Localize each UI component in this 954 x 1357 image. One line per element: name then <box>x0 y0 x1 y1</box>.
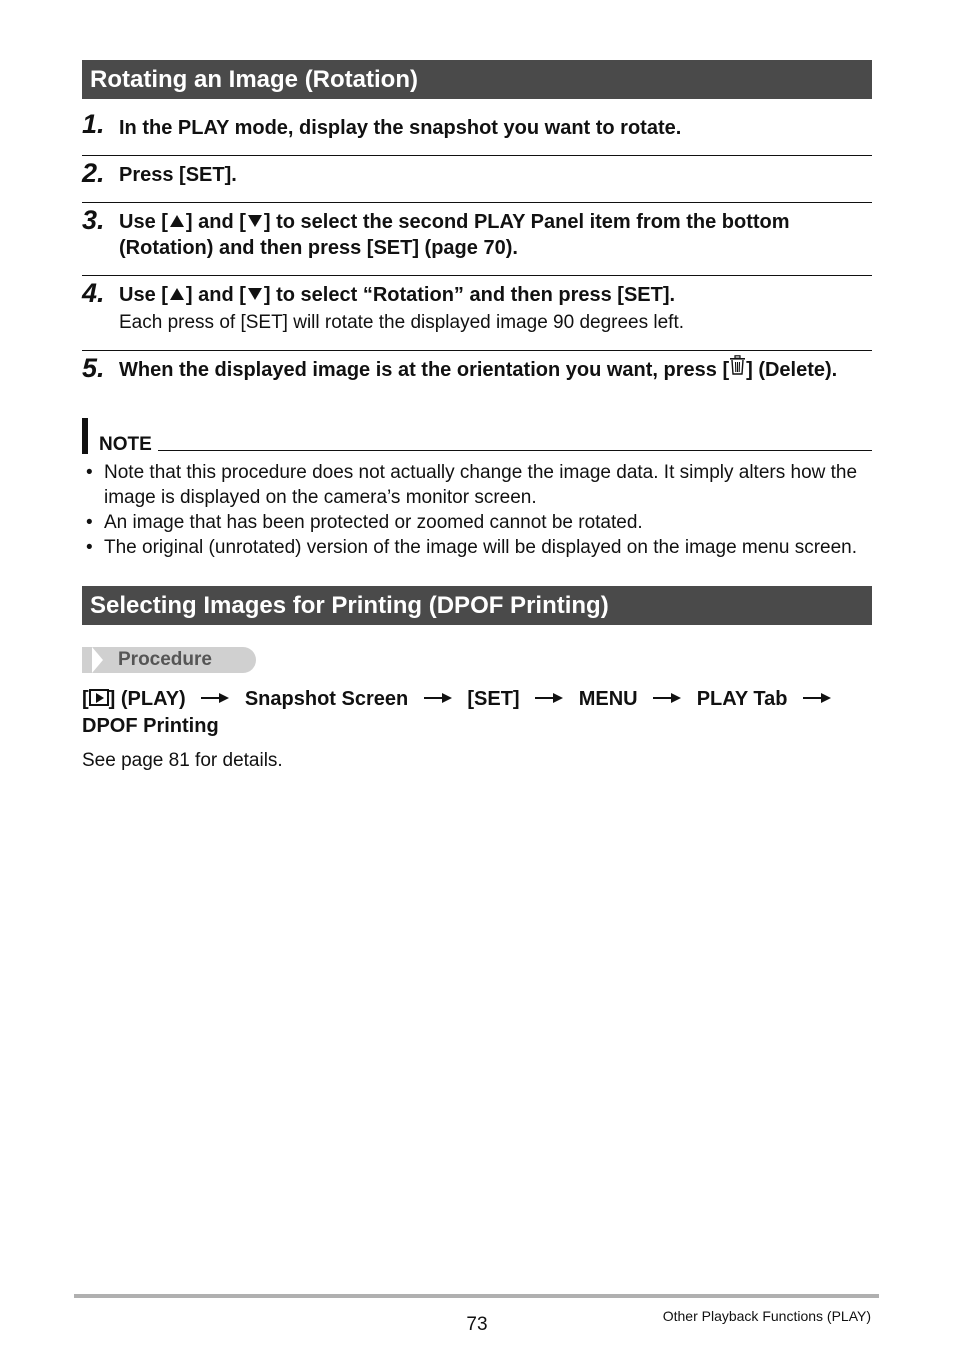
step-number: 1. <box>82 109 105 139</box>
right-arrow-icon <box>535 692 563 704</box>
list-item: • Note that this procedure does not actually change the image data. It simply alters how the image is displayed on the camera’s monitor screen. <box>82 460 872 510</box>
right-arrow-icon <box>653 692 681 704</box>
page-number: 73 <box>466 1314 488 1335</box>
down-triangle-icon <box>248 215 262 227</box>
step-4 <box>82 275 872 350</box>
play-button-icon <box>89 689 109 706</box>
text-fragment: ] to select the second PLAY Panel item from the bottom (Rotation) and then press [SET] (page 70). <box>119 211 790 259</box>
text-fragment: ] to select “Rotation” and then press [SET]. <box>263 284 676 306</box>
step-description: Each press of [SET] will rotate the displayed image 90 degrees left. <box>119 312 685 333</box>
note-header <box>82 418 872 454</box>
step-3 <box>82 202 872 275</box>
section-title-dpof: Selecting Images for Printing (DPOF Printing) <box>82 586 872 625</box>
text-fragment: When the displayed image is at the orientation you want, press [ <box>119 359 730 381</box>
note-divider <box>158 450 872 451</box>
step-number: 4. <box>82 278 105 308</box>
step-number: 2. <box>82 158 105 188</box>
text-fragment: Use [ <box>119 211 168 233</box>
down-triangle-icon <box>248 288 262 300</box>
path-play: ] (PLAY) <box>108 688 186 711</box>
text-fragment: ] and [ <box>185 284 246 306</box>
chapter-title: Other Playback Functions (PLAY) <box>662 1308 871 1324</box>
right-arrow-icon <box>803 692 831 704</box>
step-number: 3. <box>82 205 105 235</box>
step-2 <box>82 155 872 202</box>
list-item: • An image that has been protected or zoomed cannot be rotated. <box>82 510 872 535</box>
step-title <box>119 357 872 384</box>
navigation-path <box>82 686 872 740</box>
procedure-label: Procedure <box>118 649 212 671</box>
path-play-tab: PLAY Tab <box>696 688 788 711</box>
note-list <box>82 460 872 560</box>
badge-tab <box>82 647 90 673</box>
step-title <box>119 282 872 308</box>
path-menu: MENU <box>578 688 638 711</box>
up-triangle-icon <box>170 288 184 300</box>
step-1 <box>82 99 872 155</box>
manual-page <box>82 60 872 774</box>
note-box <box>82 418 872 560</box>
right-arrow-icon <box>201 692 229 704</box>
text-fragment: ] and [ <box>185 211 246 233</box>
path-bracket: [ <box>82 688 89 711</box>
right-arrow-icon <box>424 692 452 704</box>
footer-divider <box>74 1294 879 1298</box>
path-snapshot-screen: Snapshot Screen <box>244 688 409 711</box>
see-page-reference: See page 81 for details. <box>82 750 283 772</box>
list-item: • The original (unrotated) version of the image will be displayed on the image menu screen. <box>82 535 872 560</box>
text-fragment: Use [ <box>119 284 168 306</box>
section-title-rotation: Rotating an Image (Rotation) <box>82 60 872 99</box>
procedure-badge <box>82 647 256 673</box>
step-title <box>119 209 872 261</box>
steps-list <box>82 99 872 398</box>
path-dpof-printing: DPOF Printing <box>82 715 219 738</box>
path-set: [SET] <box>467 688 520 711</box>
up-triangle-icon <box>170 215 184 227</box>
trash-icon <box>729 355 746 382</box>
note-marker <box>82 418 88 454</box>
step-5 <box>82 350 872 398</box>
step-title: In the PLAY mode, display the snapshot you want to rotate. <box>119 117 682 139</box>
note-label: NOTE <box>99 434 152 456</box>
step-title: Press [SET]. <box>119 164 237 186</box>
text-fragment: ] (Delete). <box>746 359 838 381</box>
chevron-right-icon <box>92 647 103 673</box>
step-number: 5. <box>82 353 105 383</box>
